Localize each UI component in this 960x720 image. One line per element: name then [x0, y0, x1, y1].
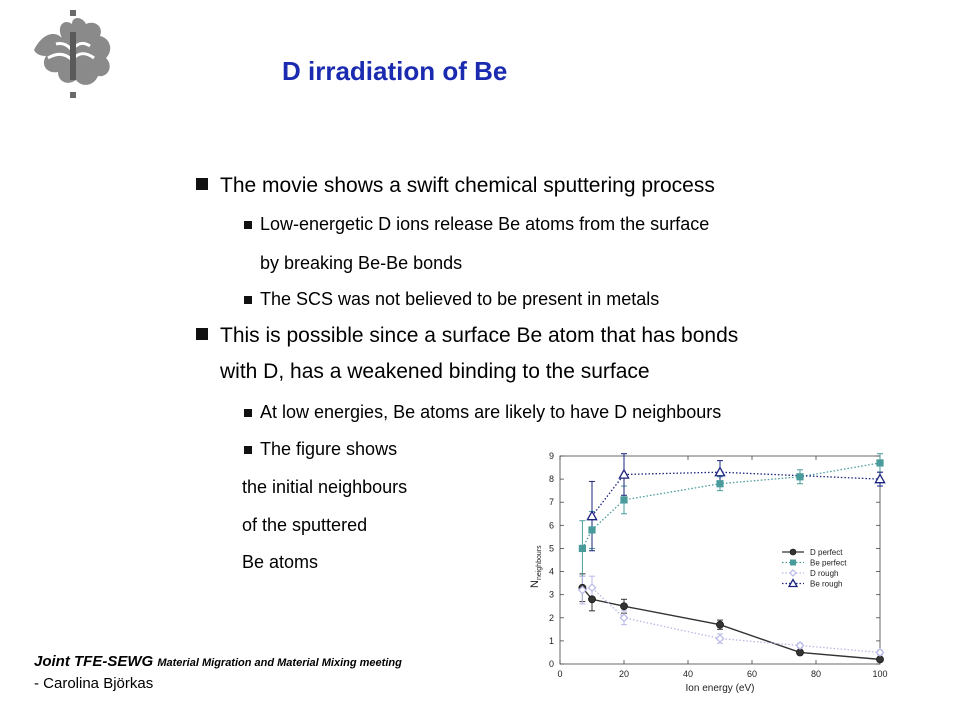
data-point	[588, 596, 595, 603]
data-point	[796, 473, 803, 480]
data-point	[716, 480, 723, 487]
x-tick-label: 40	[682, 669, 694, 679]
footer-event-small: Material Migration and Material Mixing meeting	[157, 657, 402, 669]
y-tick-label: 1	[548, 635, 554, 646]
sub-bullet-text: Low-energetic D ions release Be atoms from the surface	[260, 214, 710, 234]
legend-label: Be rough	[810, 579, 843, 589]
sub-bullet-square-icon	[244, 221, 252, 229]
sub-bullet-square-icon	[244, 446, 252, 454]
slide-title: D irradiation of Be	[282, 56, 508, 86]
sub-bullet-text: Be atoms	[242, 552, 319, 572]
x-tick-label: 80	[810, 669, 822, 679]
data-point	[716, 621, 723, 628]
data-point	[620, 496, 627, 503]
y-tick-label: 2	[548, 612, 554, 623]
footer-event	[34, 653, 402, 670]
y-tick-label: 5	[548, 543, 554, 554]
sub-bullet-square-icon	[244, 296, 252, 304]
sub-bullet-text: The SCS was not believed to be present in metals	[260, 289, 660, 309]
sub-bullet-square-icon	[244, 409, 252, 417]
data-point	[579, 545, 586, 552]
y-tick-label: 8	[548, 474, 554, 485]
footer-author: - Carolina Björkas	[34, 675, 154, 692]
footer-event-bold: Joint TFE-SEWG	[34, 653, 154, 670]
bullet-square-icon	[196, 178, 208, 190]
series-line	[582, 588, 880, 660]
legend-marker	[790, 549, 796, 555]
data-point	[716, 635, 723, 642]
data-point	[588, 526, 595, 533]
legend-marker	[790, 570, 796, 576]
series-line	[592, 472, 880, 516]
data-point	[620, 603, 627, 610]
sub-bullet-text: The figure shows	[260, 439, 398, 459]
y-tick-label: 7	[548, 497, 554, 508]
neighbours-chart	[510, 434, 890, 696]
series-be-rough	[589, 454, 883, 551]
data-point	[588, 584, 595, 591]
sub-bullet-text: the initial neighbours	[242, 477, 408, 497]
legend-label: D perfect	[810, 548, 843, 557]
sub-bullet-text: of the sputtered	[242, 515, 368, 535]
x-tick-label: 0	[557, 669, 563, 679]
y-tick-label: 4	[548, 566, 554, 577]
bullet-text: The movie shows a swift chemical sputtering process	[220, 174, 715, 197]
y-axis-label: $N_{neighbours}$	[529, 545, 543, 588]
y-axis-label-subscript: neighbours	[536, 545, 543, 581]
y-tick-label: 6	[548, 520, 554, 531]
data-point	[876, 459, 883, 466]
sub-bullet-text: by breaking Be-Be bonds	[260, 253, 463, 273]
legend-label: Be perfect	[810, 558, 847, 568]
series-line	[582, 588, 880, 653]
x-axis-label: Ion energy (eV)	[685, 683, 755, 694]
y-tick-label: 3	[548, 589, 554, 600]
bullet-square-icon	[196, 328, 208, 340]
legend-marker	[790, 560, 796, 566]
x-tick-label: 20	[618, 669, 630, 679]
x-tick-label: 60	[746, 669, 758, 679]
bullet-text: This is possible since a surface Be atom that has bonds	[220, 324, 739, 347]
data-point	[619, 470, 628, 478]
university-logo-icon	[28, 8, 118, 102]
legend-label: D rough	[810, 569, 839, 578]
sub-bullet-text: At low energies, Be atoms are likely to have D neighbours	[260, 402, 722, 422]
bullet-text: with D, has a weakened binding to the surface	[220, 360, 650, 383]
x-tick-label: 100	[872, 669, 888, 679]
y-tick-label: 9	[548, 451, 554, 461]
y-tick-label: 0	[548, 659, 554, 669]
